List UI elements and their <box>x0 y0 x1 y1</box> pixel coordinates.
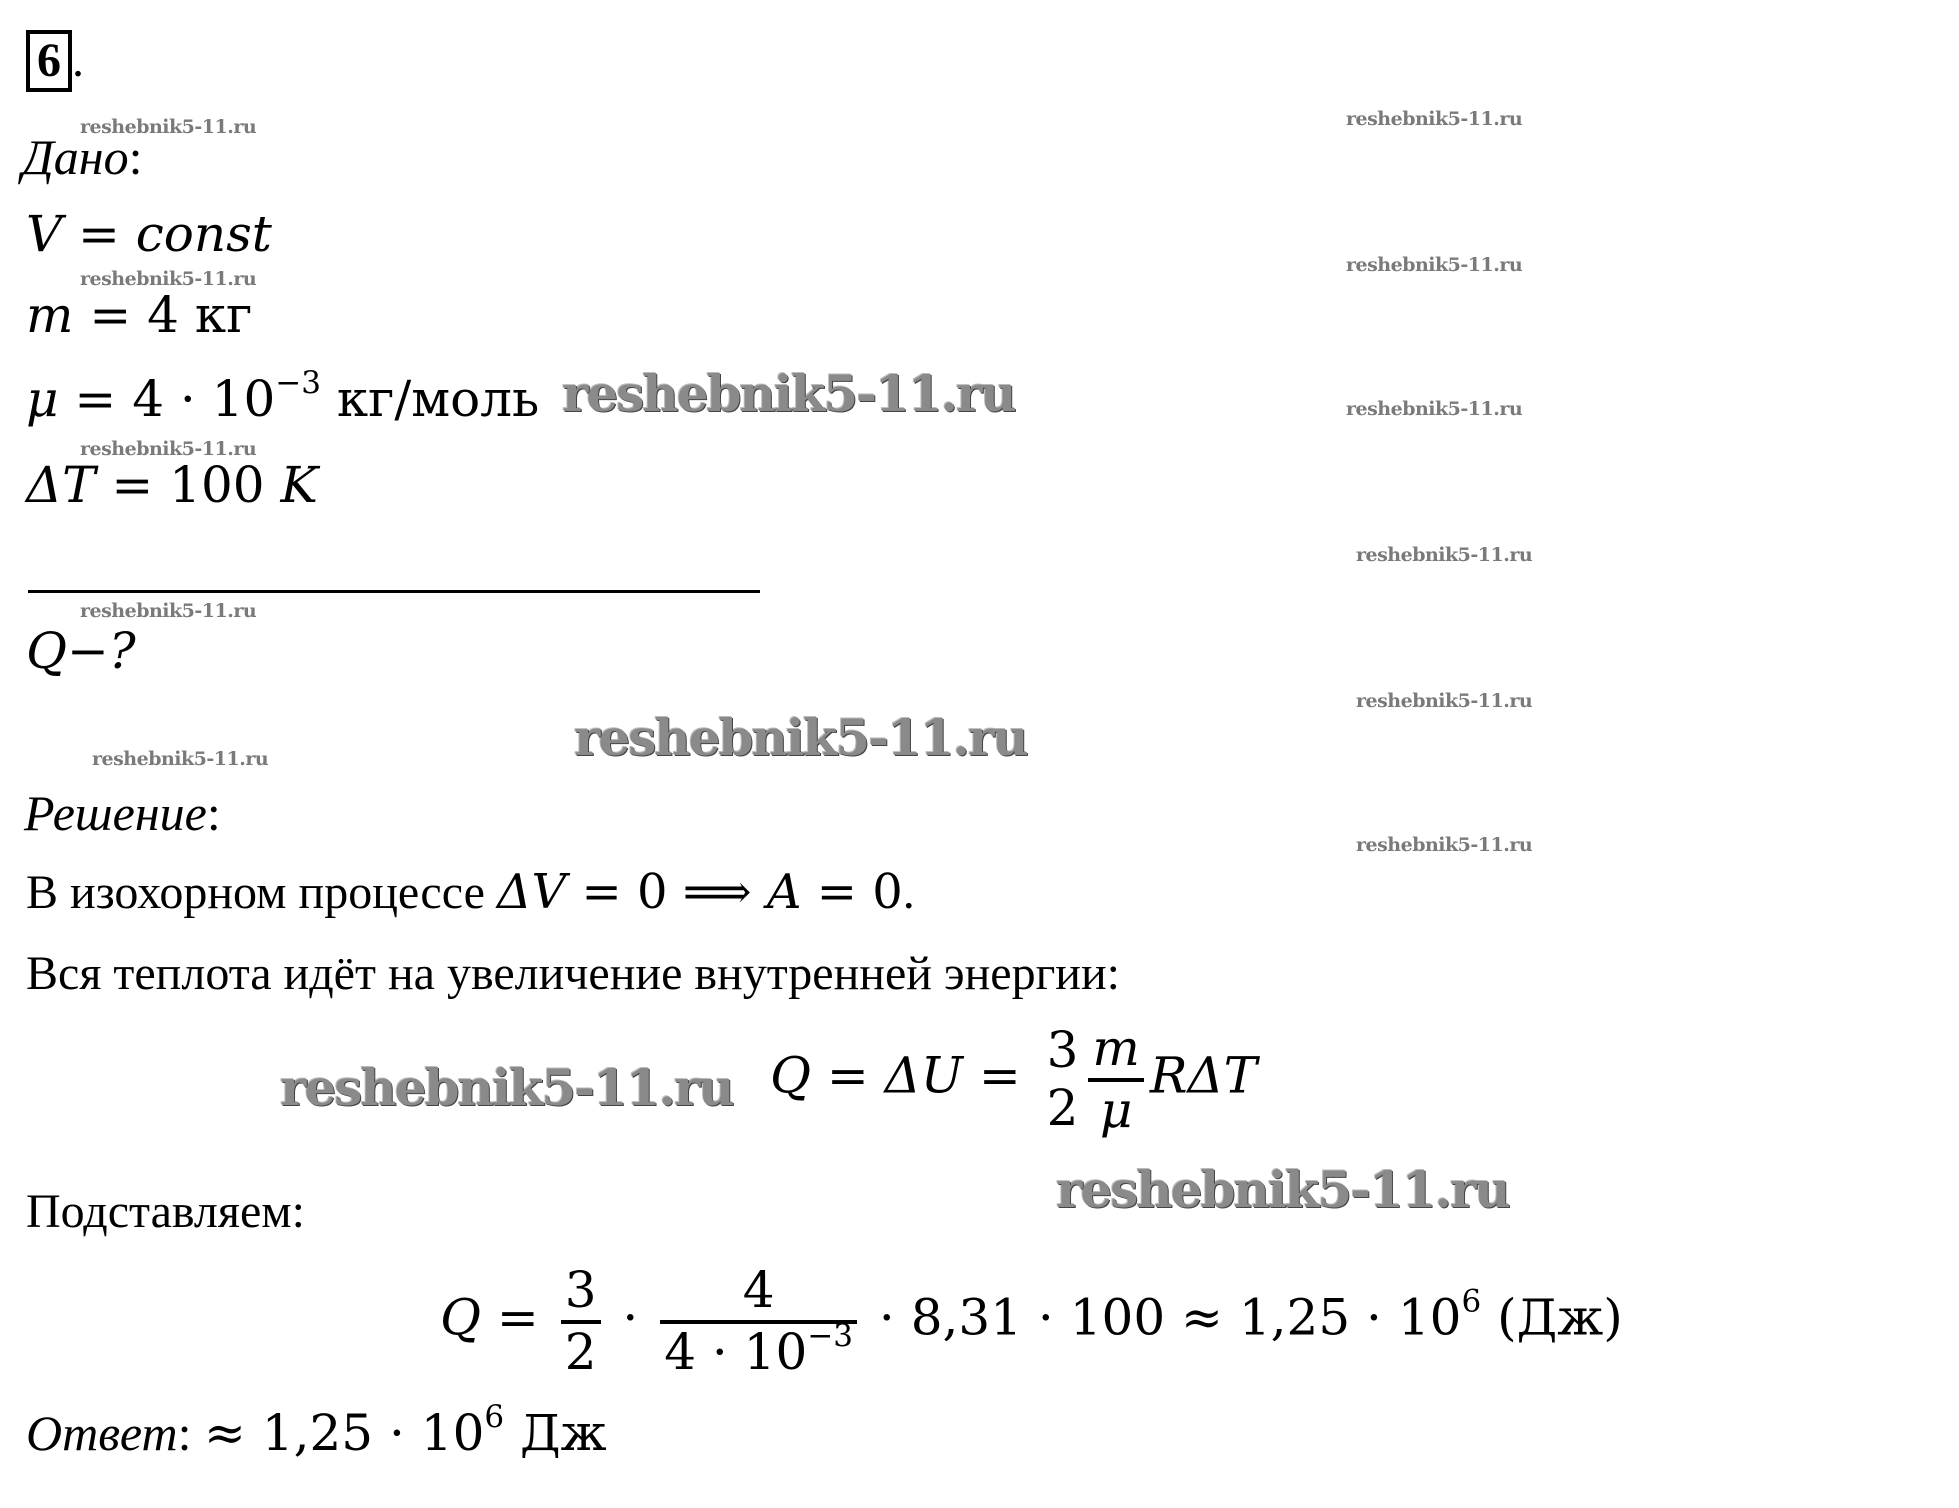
calc-frac2-num: 4 <box>660 1262 857 1324</box>
watermark-small: reshebnik5-11.ru <box>80 600 257 622</box>
internal-energy-formula <box>770 1020 1257 1139</box>
answer-heading: Ответ <box>26 1405 178 1461</box>
given-volume-value: const <box>135 205 272 263</box>
answer-exp: 6 <box>484 1398 505 1435</box>
watermark-small: reshebnik5-11.ru <box>1346 398 1523 420</box>
watermark-small: reshebnik5-11.ru <box>1346 254 1523 276</box>
formula-frac2-num: m <box>1088 1020 1143 1082</box>
given-molar-mass-unit: кг/моль <box>321 370 540 428</box>
solution-heading-colon: : <box>206 785 221 841</box>
calc-dot: · <box>606 1288 655 1347</box>
calc-fraction-three-halves <box>561 1262 601 1381</box>
given-mass <box>26 286 252 344</box>
given-delta-t-symbol: ΔT <box>26 456 96 514</box>
formula-lhs: Q = ΔU = <box>770 1046 1037 1105</box>
given-molar-mass-symbol: μ <box>26 370 59 428</box>
given-mass-eq: = <box>73 286 148 344</box>
watermark-large: reshebnik5-11.ru <box>562 364 1015 423</box>
given-delta-t-eq: = <box>95 456 170 514</box>
given-heading-colon: : <box>128 129 143 185</box>
numeric-calculation <box>440 1262 1623 1381</box>
solution-line-1-period: . <box>902 866 915 919</box>
given-volume-eq: = <box>62 205 136 263</box>
solution-heading-label: Решение <box>24 785 207 841</box>
formula-frac2-den: μ <box>1099 1080 1133 1139</box>
solution-line-1-work: A <box>766 864 802 920</box>
given-divider <box>28 590 760 593</box>
solution-line-1-implies: = 0 ⟹ <box>566 864 767 920</box>
answer-colon: : <box>177 1405 204 1461</box>
given-heading-label: Дано <box>22 129 129 185</box>
watermark-small: reshebnik5-11.ru <box>80 116 257 138</box>
watermark-small: reshebnik5-11.ru <box>92 748 269 770</box>
calc-frac1-den: 2 <box>564 1322 597 1381</box>
problem-number-suffix: . <box>72 34 84 87</box>
calc-frac2-den-base: 4 · 10 <box>664 1322 808 1381</box>
formula-fraction-three-halves <box>1043 1022 1083 1137</box>
watermark-small: reshebnik5-11.ru <box>1346 108 1523 130</box>
watermark-small: reshebnik5-11.ru <box>1356 834 1533 856</box>
calc-tail: · 8,31 · 100 ≈ 1,25 · 10 <box>863 1288 1462 1347</box>
solution-line-1-delta-v: ΔV <box>496 864 567 920</box>
given-delta-t-unit: K <box>280 456 318 514</box>
given-molar-mass-eq: = <box>58 370 133 428</box>
solution-heading <box>24 784 221 842</box>
calc-frac1-num: 3 <box>561 1262 601 1324</box>
problem-number-box: 6 <box>26 30 72 92</box>
calc-frac2-den-exp: −3 <box>807 1317 854 1354</box>
watermark-large: reshebnik5-11.ru <box>1056 1160 1509 1219</box>
given-mass-value: 4 кг <box>147 286 253 344</box>
watermark-large: reshebnik5-11.ru <box>574 708 1027 767</box>
problem-number <box>26 30 84 92</box>
substitute-label: Подставляем: <box>26 1185 305 1238</box>
calc-unit: (Дж) <box>1481 1288 1623 1347</box>
formula-fraction-m-mu <box>1088 1020 1143 1139</box>
watermark-small: reshebnik5-11.ru <box>80 268 257 290</box>
answer-line <box>26 1398 607 1462</box>
solution-line-1-zero: = 0 <box>801 864 903 920</box>
watermark-small: reshebnik5-11.ru <box>80 438 257 460</box>
given-mass-symbol: m <box>26 286 74 344</box>
given-delta-t <box>26 456 318 514</box>
given-volume <box>26 205 272 263</box>
watermark-small: reshebnik5-11.ru <box>1356 690 1533 712</box>
formula-frac1-num: 3 <box>1046 1021 1079 1079</box>
given-molar-mass <box>26 364 540 428</box>
solution-line-2: Вся теплота идёт на увеличение внутренней энергии: <box>26 947 1120 1000</box>
calc-frac2-den <box>660 1317 857 1382</box>
watermark-small: reshebnik5-11.ru <box>1356 544 1533 566</box>
calc-lhs: Q = <box>440 1288 555 1347</box>
answer-value: ≈ 1,25 · 10 <box>203 1404 485 1462</box>
solution-line-1 <box>26 864 915 920</box>
given-molar-mass-exp: −3 <box>275 364 322 401</box>
formula-frac1-den: 2 <box>1046 1078 1079 1137</box>
calc-fraction-mass <box>660 1262 857 1381</box>
answer-unit: Дж <box>504 1404 607 1462</box>
find-line: Q−? <box>26 622 136 680</box>
formula-rhs: RΔT <box>1149 1046 1257 1105</box>
given-volume-symbol: V <box>26 205 63 263</box>
solution-line-1-text: В изохорном процессе <box>26 866 497 919</box>
watermark-large: reshebnik5-11.ru <box>280 1058 733 1117</box>
given-delta-t-value: 100 <box>169 456 281 514</box>
calc-tail-exp: 6 <box>1461 1283 1482 1320</box>
given-molar-mass-base: 4 · 10 <box>132 370 276 428</box>
